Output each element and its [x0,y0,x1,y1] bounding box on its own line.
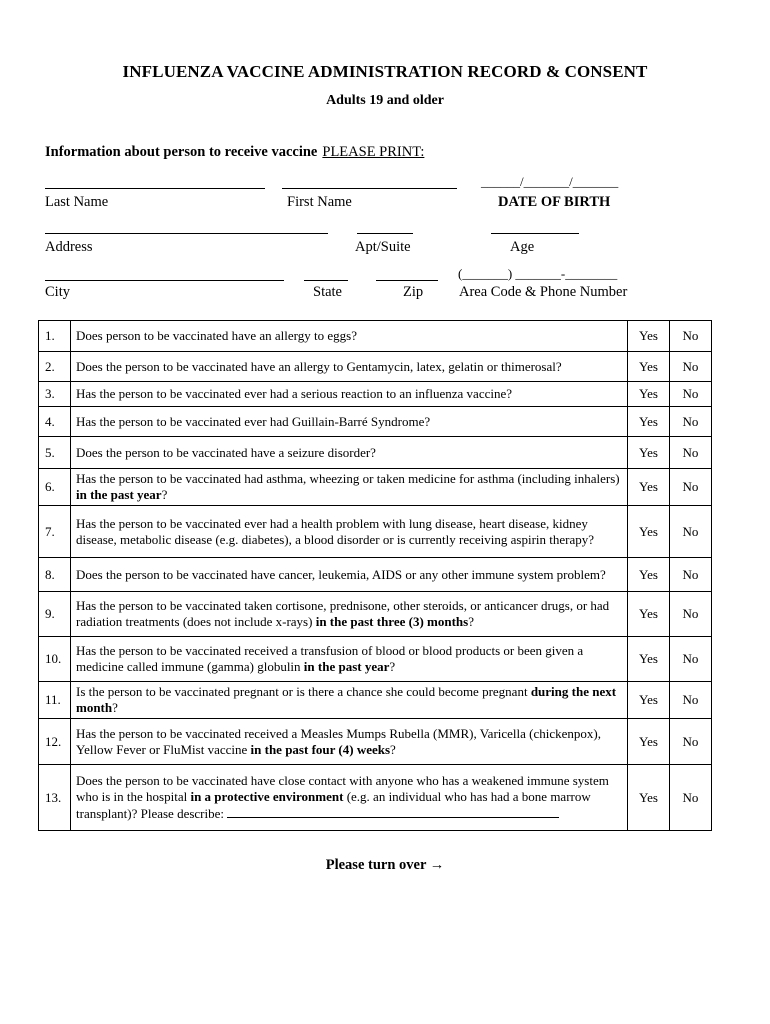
zip-field[interactable] [376,280,438,281]
no-option[interactable]: No [670,682,712,719]
question-text-part: Does the person to be vaccinated have a seizure disorder? [76,444,376,460]
no-option[interactable]: No [670,637,712,682]
dob-field[interactable]: ______/_______/_______ [481,174,619,189]
question-row [39,592,712,637]
question-number: 1. [39,321,71,352]
age-field[interactable] [491,233,579,234]
last-name-label: Last Name [45,194,109,210]
city-label: City [45,284,70,300]
question-emphasis: in the past year [76,487,162,502]
question-number: 8. [39,558,71,592]
apt-suite-field[interactable] [357,233,413,234]
question-text-end: (e.g. an individual who has had a bone marrow transplant)? Please describe: [76,789,591,821]
yes-option[interactable]: Yes [628,321,670,352]
form-subtitle: Adults 19 and older [326,93,444,108]
no-option[interactable]: No [670,437,712,469]
yes-option[interactable]: Yes [628,352,670,382]
yes-option[interactable]: Yes [628,765,670,831]
question-number: 2. [39,352,71,382]
state-field[interactable] [304,280,348,281]
question-text [71,437,628,469]
question-text-part: Has the person to be vaccinated ever had Guillain-Barré Syndrome? [76,413,431,429]
question-number: 5. [39,437,71,469]
question-text-part: Has the person to be vaccinated ever had a health problem with lung disease, heart disease, kidney disease, metabolic disease (e.g. diabetes), a blood disorder or is currently receiving aspirin therapy? [76,515,595,547]
section-heading [45,144,424,161]
no-option[interactable]: No [670,352,712,382]
question-row [39,637,712,682]
question-text-end: ? [468,614,474,629]
question-row [39,321,712,352]
yes-option[interactable]: Yes [628,407,670,437]
last-name-field[interactable] [45,188,265,189]
city-field[interactable] [45,280,284,281]
question-number: 6. [39,469,71,506]
no-option[interactable]: No [670,592,712,637]
question-text-part: Has the person to be vaccinated received a transfusion of blood or blood products or been given a medicine called immune (gamma) globulin [76,643,584,674]
question-row [39,407,712,437]
apt-suite-label: Apt/Suite [355,239,411,255]
no-option[interactable]: No [670,719,712,765]
question-emphasis: in the past year [303,659,390,674]
address-field[interactable] [45,233,328,234]
question-text [71,382,628,407]
please-print-note: PLEASE PRINT: [322,144,425,160]
turn-over-note: Please turn over → [325,857,445,873]
question-row [39,352,712,382]
question-text [71,407,628,437]
yes-option[interactable]: Yes [628,382,670,407]
no-option[interactable]: No [670,321,712,352]
question-text-part: Is the person to be vaccinated pregnant or is there a chance she could become pregnant [76,684,531,699]
question-number: 10. [39,637,71,682]
question-text-end: ? [389,659,396,674]
first-name-field[interactable] [282,188,457,189]
address-label: Address [45,239,93,255]
no-option[interactable]: No [670,558,712,592]
section-heading-bold: Information about person to receive vaccine [45,144,318,160]
dob-label: DATE OF BIRTH [498,194,611,210]
question-text-part: Does the person to be vaccinated have an allergy to Gentamycin, latex, gelatin or thimerosal? [76,358,562,374]
question-text [71,352,628,382]
question-text-part: Does the person to be vaccinated have close contact with anyone who has a weakened immune system who is in the hospital [76,773,609,804]
question-emphasis: during the next month [76,684,617,715]
age-label: Age [510,239,535,255]
question-number: 11. [39,682,71,719]
yes-option[interactable]: Yes [628,592,670,637]
no-option[interactable]: No [670,407,712,437]
question-row [39,437,712,469]
yes-option[interactable]: Yes [628,719,670,765]
question-number: 12. [39,719,71,765]
no-option[interactable]: No [670,506,712,558]
question-row [39,558,712,592]
yes-option[interactable]: Yes [628,637,670,682]
phone-field[interactable]: (_______) _______-________ [458,266,618,281]
question-text-end: ? [161,487,168,502]
question-row [39,682,712,719]
question-text-part: Does person to be vaccinated have an allergy to eggs? [76,328,357,343]
question-row [39,382,712,407]
question-text-part: Does the person to be vaccinated have cancer, leukemia, AIDS or any other immune system problem? [76,566,606,582]
phone-label: Area Code & Phone Number [459,284,628,300]
question-text-part: Has the person to be vaccinated taken cortisone, prednisone, other steroids, or anticancer drugs, or had radiation treatments (does not include x-rays) [76,598,610,629]
question-text [71,637,628,682]
no-option[interactable]: No [670,469,712,506]
question-row [39,506,712,558]
state-label: State [313,284,342,300]
question-emphasis: in the past three (3) months [315,614,469,629]
question-number: 3. [39,382,71,407]
screening-questions-table [38,320,712,831]
question-text-end: ? [112,700,118,715]
yes-option[interactable]: Yes [628,558,670,592]
question-text-part: Has the person to be vaccinated ever had a serious reaction to an influenza vaccine? [76,386,513,401]
question-text [71,592,628,637]
question-text [71,506,628,558]
question-text [71,765,628,831]
describe-field[interactable] [227,805,559,818]
question-number: 13. [39,765,71,831]
zip-label: Zip [403,284,424,300]
question-number: 7. [39,506,71,558]
no-option[interactable]: No [670,382,712,407]
question-emphasis: in the past four (4) weeks [250,741,391,757]
question-text-part: Has the person to be vaccinated had asthma, wheezing or taken medicine for asthma (including inhalers) [76,471,620,486]
question-text-part: Has the person to be vaccinated received a Measles Mumps Rubella (MMR), Varicella (chickenpox), Yellow Fever or FluMist vaccine [76,725,602,757]
question-text [71,469,628,506]
yes-option[interactable]: Yes [628,506,670,558]
yes-option[interactable]: Yes [628,682,670,719]
question-text-end: ? [390,741,396,757]
question-text [71,719,628,765]
question-text [71,558,628,592]
question-text [71,682,628,719]
yes-option[interactable]: Yes [628,469,670,506]
question-row [39,765,712,831]
form-title: INFLUENZA VACCINE ADMINISTRATION RECORD & CONSENT [122,62,648,81]
no-option[interactable]: No [670,765,712,831]
question-number: 4. [39,407,71,437]
question-row [39,719,712,765]
question-emphasis: in a protective environment [190,789,344,804]
question-number: 9. [39,592,71,637]
question-text [71,321,628,352]
yes-option[interactable]: Yes [628,437,670,469]
question-row [39,469,712,506]
first-name-label: First Name [287,194,352,210]
